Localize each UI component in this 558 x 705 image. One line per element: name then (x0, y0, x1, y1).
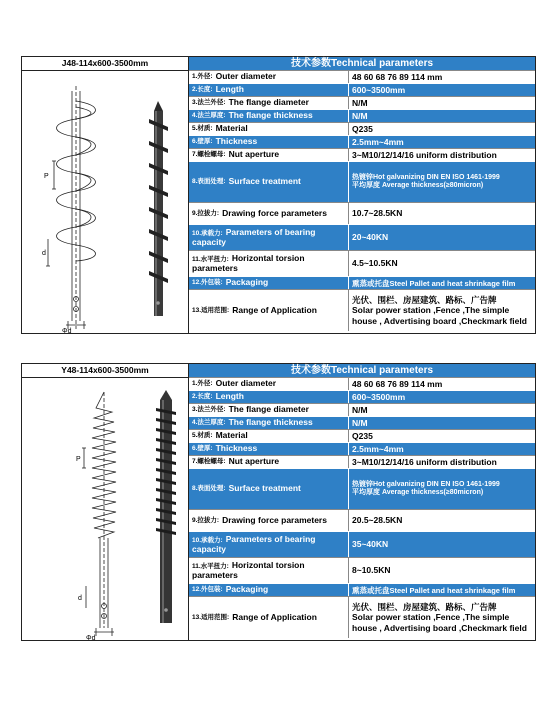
table-row: 6.壁厚: Thickness 2.5mm~4mm (189, 135, 535, 148)
screw-pile-drawing (22, 378, 188, 640)
table-row: 10.承载力: Parameters of bearing capacity 35~40KN (189, 531, 535, 557)
table-row: 7.螺栓螺母: Nut aperture 3~M10/12/14/16 uniform distribution (189, 455, 535, 468)
table-row: 8.表面处理: Surface treatment 热镀锌Hot galvanizing DIN EN ISO 1461-1999 平均厚度 Average thickness(≥80micron) (189, 161, 535, 202)
table-row: 6.壁厚: Thickness 2.5mm~4mm (189, 442, 535, 455)
table-row: 9.拉拔力: Drawing force parameters 20.5~28.5KN (189, 509, 535, 531)
product-image-panel (22, 364, 189, 640)
d-label: d (42, 250, 46, 257)
pitch-label: P (44, 173, 49, 180)
product-image-panel (22, 57, 189, 333)
table-row: 3.法兰外径: The flange diameter N/M (189, 403, 535, 416)
product-title: J48-114x600-3500mm (22, 57, 188, 71)
table-row: 2.长度: Length 600~3500mm (189, 83, 535, 96)
table-row: 12.外包装: Packaging 熏蒸或托盘Steel Pallet and heat shrinkage film (189, 583, 535, 596)
phi-d-label: Φd (86, 635, 96, 640)
table-row: 5.材质: Material Q235 (189, 429, 535, 442)
table-row: 4.法兰厚度: The flange thickness N/M (189, 416, 535, 429)
technical-parameters-table (189, 364, 535, 640)
helical-pile-drawing (22, 71, 188, 333)
table-row: 13.适用范围: Range of Application 光伏、围栏、房屋建筑、路标、广告牌 Solar power station ,Fence ,The simple house , Advertising board ,Checkmark field (189, 596, 535, 638)
table-row: 2.长度: Length 600~3500mm (189, 390, 535, 403)
table-row: 9.拉拔力: Drawing force parameters 10.7~28.5KN (189, 202, 535, 224)
d-label: d (78, 595, 82, 602)
spec-block-helical-pile (21, 56, 536, 334)
table-row: 4.法兰厚度: The flange thickness N/M (189, 109, 535, 122)
product-title: Y48-114x600-3500mm (22, 364, 188, 378)
table-row: 13.适用范围: Range of Application 光伏、围栏、房屋建筑、路标、广告牌 Solar power station ,Fence ,The simple house , Advertising board ,Checkmark field (189, 289, 535, 331)
spec-block-screw-pile (21, 363, 536, 641)
technical-parameters-table (189, 57, 535, 333)
table-row: 7.螺栓螺母: Nut aperture 3~M10/12/14/16 uniform distribution (189, 148, 535, 161)
table-row: 11.水平扭力: Horizontal torsion parameters 4.5~10.5KN (189, 250, 535, 276)
table-row: 8.表面处理: Surface treatment 热镀锌Hot galvanizing DIN EN ISO 1461-1999 平均厚度 Average thickness(≥80micron) (189, 468, 535, 509)
table-row: 1.外径: Outer diameter 48 60 68 76 89 114 mm (189, 377, 535, 390)
phi-d-label: Φd (62, 328, 72, 333)
table-row: 11.水平扭力: Horizontal torsion parameters 8~10.5KN (189, 557, 535, 583)
table-row: 3.法兰外径: The flange diameter N/M (189, 96, 535, 109)
table-row: 5.材质: Material Q235 (189, 122, 535, 135)
table-row: 1.外径: Outer diameter 48 60 68 76 89 114 mm (189, 70, 535, 83)
table-header: 技术参数Technical parameters (189, 57, 535, 70)
table-header: 技术参数Technical parameters (189, 364, 535, 377)
table-row: 10.承载力: Parameters of bearing capacity 20~40KN (189, 224, 535, 250)
table-row: 12.外包装: Packaging 熏蒸或托盘Steel Pallet and heat shrinkage film (189, 276, 535, 289)
pitch-label: P (76, 456, 81, 463)
